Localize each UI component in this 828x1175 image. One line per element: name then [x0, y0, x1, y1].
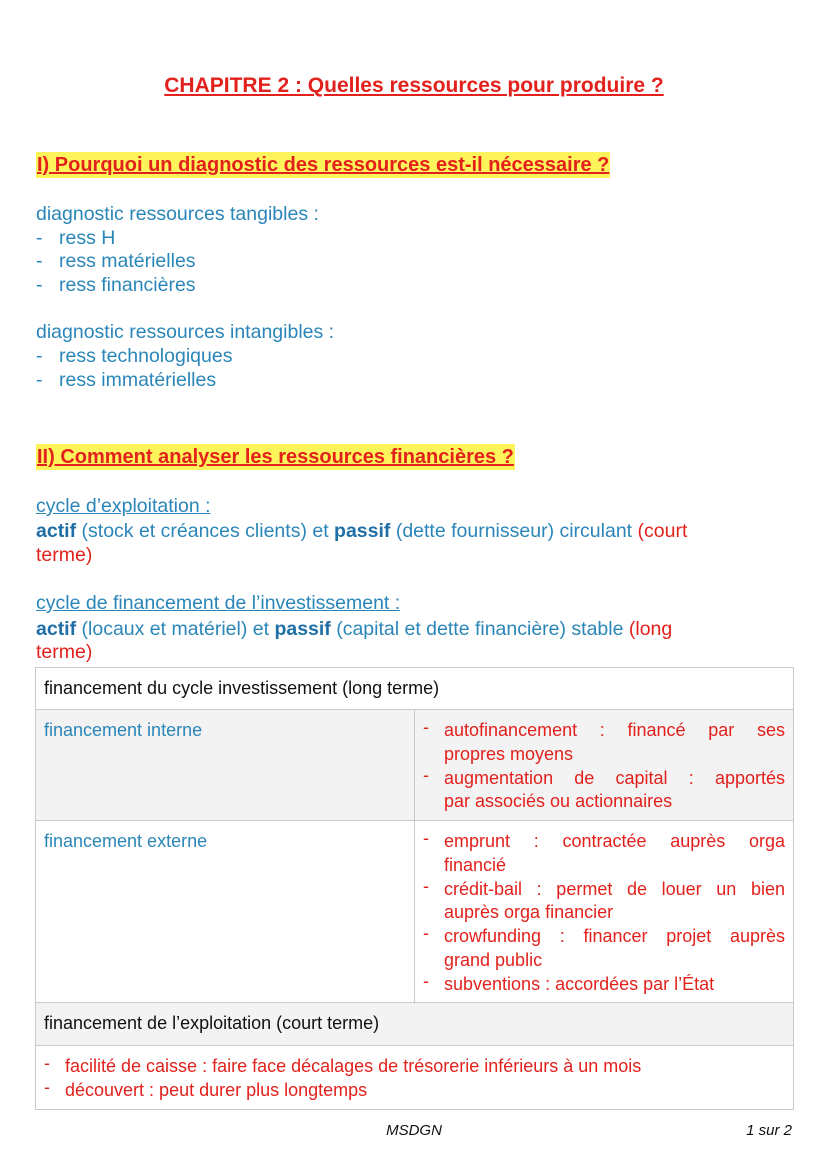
list-item: - ress financières: [36, 274, 196, 296]
list-item: - emprunt : contractée auprès orga: [423, 830, 785, 854]
cycle-exploitation-label: cycle d’exploitation :: [36, 495, 211, 517]
list-item: - découvert : peut durer plus longtemps: [44, 1079, 785, 1103]
externe-label: financement externe: [36, 821, 415, 1002]
list-item: - crédit-bail : permet de louer un bien: [423, 878, 785, 902]
table-row: [36, 668, 793, 710]
intangibles-label: diagnostic ressources intangibles :: [36, 321, 335, 343]
externe-items: [415, 821, 793, 1002]
list-item-cont: financié: [444, 854, 507, 875]
list-item-cont: grand public: [444, 949, 543, 970]
table-row: [36, 1046, 793, 1109]
table-row: [36, 710, 793, 821]
cycle-investissement-text: actif (locaux et matériel) et passif (capital et dette financière) stable (long: [36, 618, 673, 640]
cycle-exploitation-text: actif (stock et créances clients) et passif (dette fournisseur) circulant (court: [36, 520, 688, 542]
page-title: CHAPITRE 2 : Quelles ressources pour produire ?: [164, 74, 664, 97]
list-item-cont: propres moyens: [444, 743, 574, 764]
list-item: - subventions : accordées par l’État: [423, 973, 785, 997]
list-item: - crowfunding : financer projet auprès: [423, 925, 785, 949]
section-1-heading: I) Pourquoi un diagnostic des ressources est-il nécessaire ?: [37, 154, 610, 176]
list-item: - autofinancement : financé par ses: [423, 719, 785, 743]
exploit-header: financement de l’exploitation (court terme): [44, 1013, 380, 1033]
table-row: [36, 821, 793, 1003]
list-item-cont: auprès orga financier: [444, 902, 614, 923]
tangibles-label: diagnostic ressources tangibles :: [36, 203, 319, 225]
interne-label: financement interne: [36, 710, 415, 820]
list-item: - ress matérielles: [36, 250, 196, 272]
footer-author: MSDGN: [386, 1122, 442, 1139]
section-2-heading: II) Comment analyser les ressources financières ?: [37, 446, 514, 468]
list-item: - ress H: [36, 227, 116, 249]
cycle-investissement-term: terme): [36, 641, 93, 663]
list-item: - augmentation de capital : apportés: [423, 767, 785, 791]
interne-items: [415, 710, 793, 820]
invest-header: financement du cycle investissement (long terme): [44, 678, 440, 698]
cycle-exploitation-term: terme): [36, 544, 93, 566]
financing-table: [35, 667, 794, 1110]
list-item-cont: par associés ou actionnaires: [444, 791, 673, 812]
page-number: 1 sur 2: [746, 1122, 792, 1139]
table-row: [36, 1003, 793, 1046]
list-item: - ress immatérielles: [36, 369, 217, 391]
list-item: - ress technologiques: [36, 345, 233, 367]
list-item: - facilité de caisse : faire face décalages de trésorerie inférieurs à un mois: [44, 1055, 785, 1079]
cycle-investissement-label: cycle de financement de l’investissement :: [36, 592, 401, 614]
